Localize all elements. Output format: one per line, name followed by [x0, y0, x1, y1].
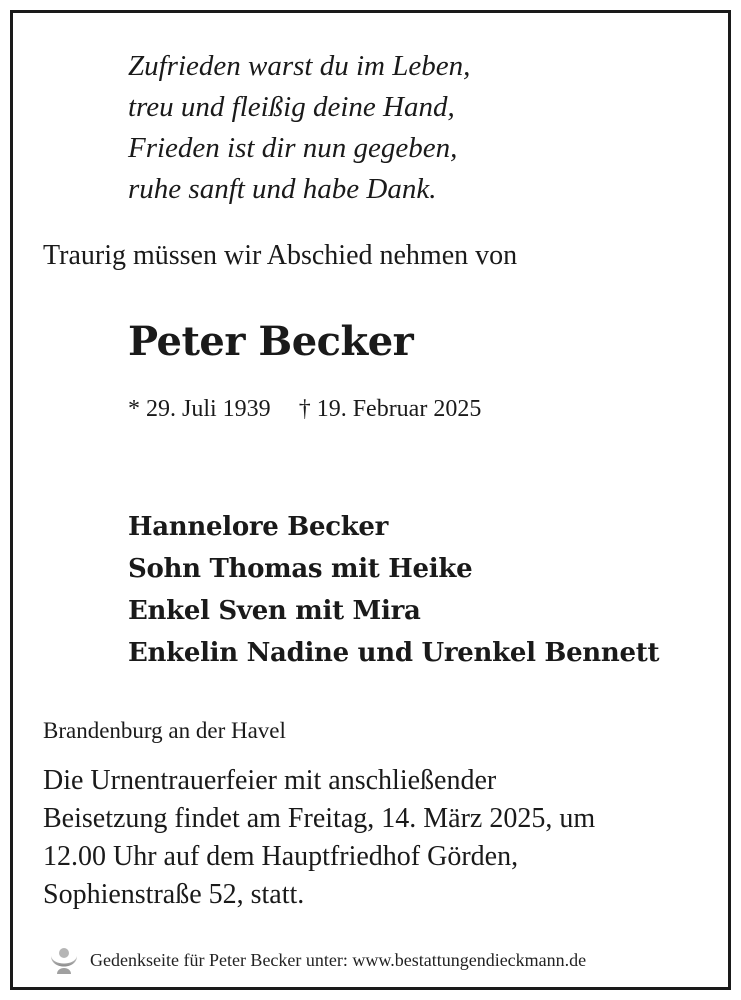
mourner: Enkelin Nadine und Urenkel Bennett	[128, 638, 660, 668]
death-date: † 19. Februar 2025	[298, 396, 482, 422]
ceremony-line: Die Urnentrauerfeier mit anschließender	[43, 765, 497, 796]
memorial-page-footer	[48, 944, 586, 976]
birth-date: * 29. Juli 1939	[128, 396, 271, 422]
deceased-name: Peter Becker	[128, 318, 414, 365]
mourner: Enkel Sven mit Mira	[128, 596, 421, 626]
poem	[128, 46, 470, 210]
intro-text: Traurig müssen wir Abschied nehmen von	[43, 240, 518, 271]
ceremony-line: Beisetzung findet am Freitag, 14. März 2025, um	[43, 803, 596, 834]
memorial-figure-icon	[48, 944, 80, 976]
ceremony-info	[43, 762, 595, 914]
place: Brandenburg an der Havel	[43, 718, 286, 743]
mourner: Sohn Thomas mit Heike	[128, 554, 473, 584]
mourners-list	[128, 506, 659, 674]
ceremony-line: 12.00 Uhr auf dem Hauptfriedhof Görden,	[43, 841, 519, 872]
poem-line: Zufrieden warst du im Leben,	[128, 50, 471, 82]
memorial-page-text: Gedenkseite für Peter Becker unter: www.bestattungendieckmann.de	[90, 949, 587, 970]
poem-line: ruhe sanft und habe Dank.	[128, 173, 437, 205]
poem-line: treu und fleißig deine Hand,	[128, 91, 455, 123]
ceremony-line: Sophienstraße 52, statt.	[43, 879, 305, 910]
life-dates	[128, 396, 481, 423]
mourner: Hannelore Becker	[128, 512, 389, 542]
poem-line: Frieden ist dir nun gegeben,	[128, 132, 458, 164]
